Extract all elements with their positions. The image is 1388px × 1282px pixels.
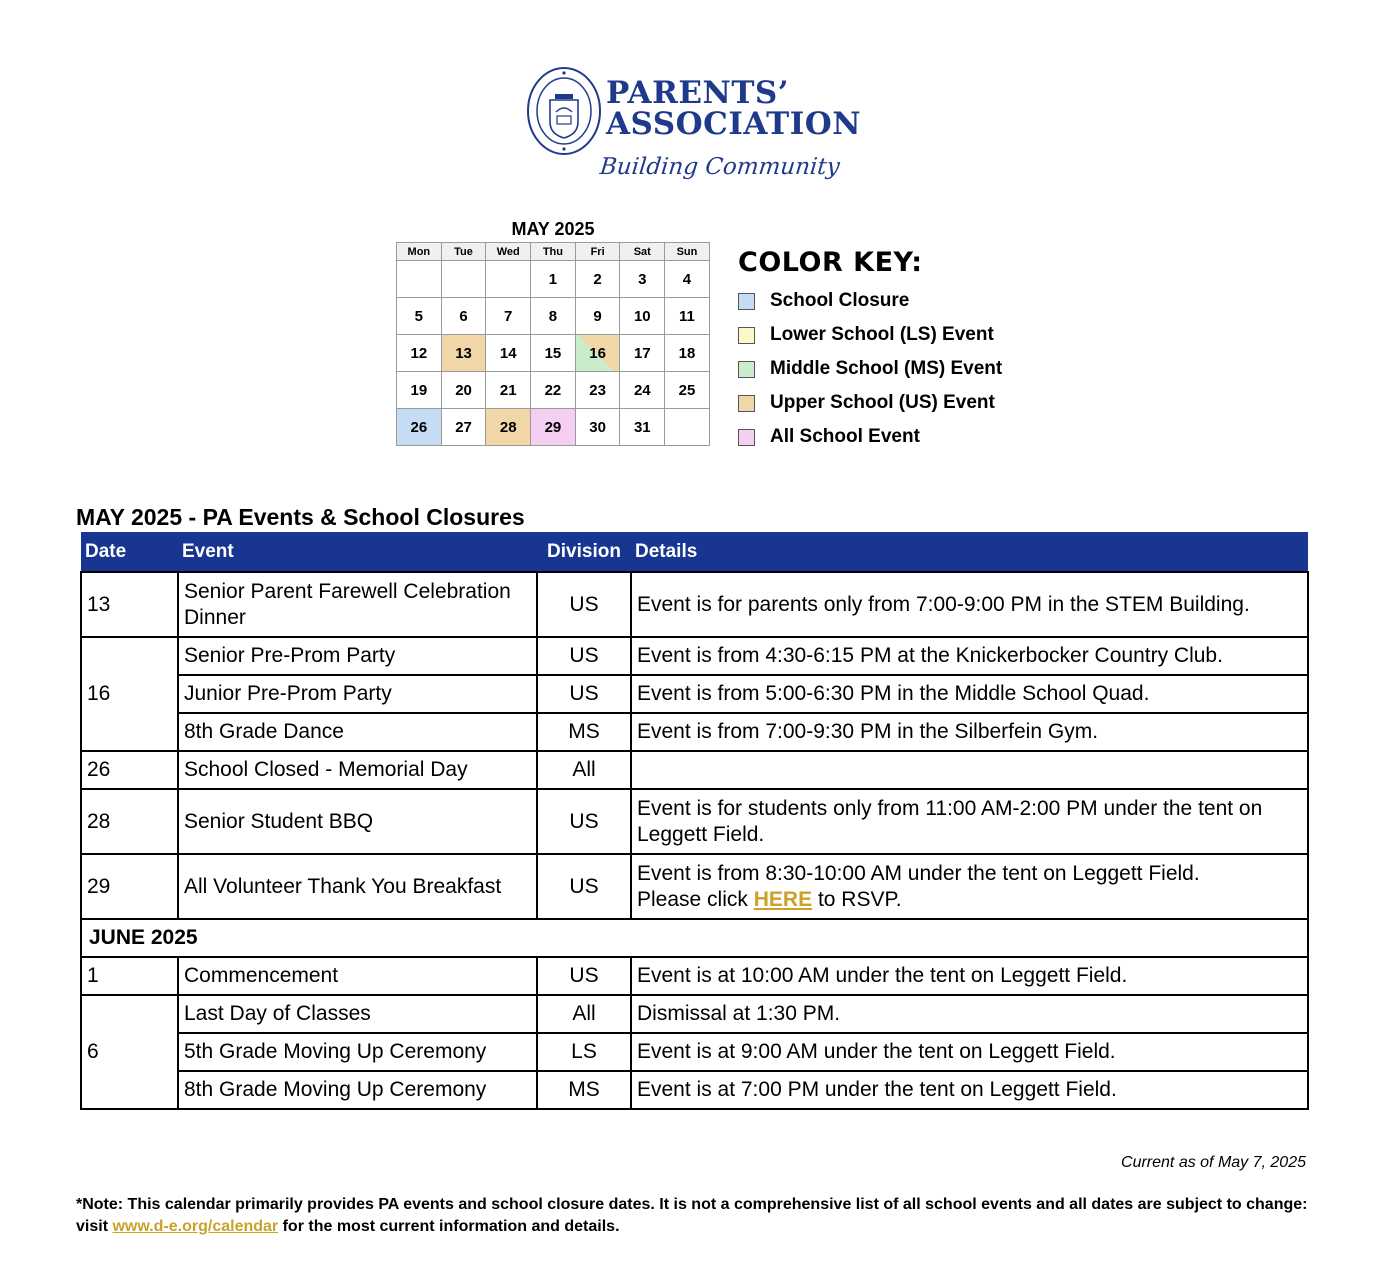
- color-swatch: [738, 361, 755, 378]
- event-details: Event is at 7:00 PM under the tent on Leggett Field.: [631, 1071, 1308, 1109]
- color-swatch: [738, 327, 755, 344]
- event-name: 8th Grade Moving Up Ceremony: [178, 1071, 537, 1109]
- event-division: MS: [537, 713, 631, 751]
- weekday-header: Tue: [441, 243, 486, 261]
- event-details: Event is at 9:00 AM under the tent on Leggett Field.: [631, 1033, 1308, 1071]
- event-name: School Closed - Memorial Day: [178, 751, 537, 789]
- calendar-day: 9: [575, 298, 620, 335]
- footnote-text: for the most current information and details.: [282, 1218, 620, 1235]
- calendar-day: 17: [620, 335, 665, 372]
- color-key-item: [738, 318, 1002, 352]
- june-month-label: JUNE 2025: [81, 919, 1308, 957]
- events-section-title: MAY 2025 - PA Events & School Closures: [76, 504, 525, 530]
- event-date: 26: [81, 751, 178, 789]
- event-division: All: [537, 995, 631, 1033]
- calendar-day: 3: [620, 261, 665, 298]
- event-name: Last Day of Classes: [178, 995, 537, 1033]
- event-details: Event is from 4:30-6:15 PM at the Knickerbocker Country Club.: [631, 637, 1308, 675]
- event-details: Event is from 5:00-6:30 PM in the Middle School Quad.: [631, 675, 1308, 713]
- footnote-text: *Note: This calendar primarily provides PA events and school closure dates. It is not a comprehensive list of all school events and all dates are subject to change: visit: [76, 1196, 1308, 1235]
- table-row: [81, 995, 1308, 1033]
- event-division: US: [537, 957, 631, 995]
- calendar-day-closure: 26: [397, 409, 442, 446]
- color-key-label: Upper School (US) Event: [770, 392, 995, 413]
- calendar-day: 4: [665, 261, 710, 298]
- color-swatch: [738, 395, 755, 412]
- event-details-text: to RSVP.: [817, 887, 902, 911]
- table-row: [81, 957, 1308, 995]
- calendar-day: 30: [575, 409, 620, 446]
- event-details: Event is for students only from 11:00 AM-2:00 PM under the tent on Leggett Field.: [631, 789, 1308, 854]
- event-name: All Volunteer Thank You Breakfast: [178, 854, 537, 919]
- school-seal-logo: [526, 66, 602, 156]
- event-name: Senior Student BBQ: [178, 789, 537, 854]
- event-date: 13: [81, 572, 178, 637]
- color-key-item: [738, 284, 1002, 318]
- mini-calendar-title: MAY 2025: [511, 219, 595, 239]
- table-row: [81, 713, 1308, 751]
- event-name: 5th Grade Moving Up Ceremony: [178, 1033, 537, 1071]
- event-date: 29: [81, 854, 178, 919]
- calendar-day: 12: [397, 335, 442, 372]
- column-header-date: Date: [81, 532, 178, 572]
- last-updated-note: Current as of May 7, 2025: [1121, 1154, 1306, 1171]
- event-name: 8th Grade Dance: [178, 713, 537, 751]
- events-table: [80, 532, 1309, 1110]
- color-key-item: [738, 420, 1002, 454]
- weekday-header: Thu: [531, 243, 576, 261]
- event-details: Event is for parents only from 7:00-9:00 PM in the STEM Building.: [631, 572, 1308, 637]
- table-row: [81, 572, 1308, 637]
- event-details: Event is from 7:00-9:30 PM in the Silberfein Gym.: [631, 713, 1308, 751]
- color-key-label: School Closure: [770, 290, 910, 311]
- event-division: US: [537, 637, 631, 675]
- color-key-label: Lower School (LS) Event: [770, 324, 994, 345]
- calendar-day: 19: [397, 372, 442, 409]
- table-row: [81, 854, 1308, 919]
- calendar-day: 21: [486, 372, 531, 409]
- table-row: [81, 789, 1308, 854]
- event-division: US: [537, 854, 631, 919]
- event-name: Senior Parent Farewell Celebration Dinner: [178, 572, 537, 637]
- event-division: MS: [537, 1071, 631, 1109]
- calendar-day: 2: [575, 261, 620, 298]
- rsvp-link[interactable]: HERE: [753, 887, 813, 911]
- table-row: [81, 637, 1308, 675]
- weekday-header: Fri: [575, 243, 620, 261]
- mini-calendar: [396, 242, 710, 446]
- calendar-day: 14: [486, 335, 531, 372]
- event-details: [631, 854, 1308, 919]
- event-date: 16: [81, 637, 178, 751]
- event-name: Commencement: [178, 957, 537, 995]
- weekday-header: Wed: [486, 243, 531, 261]
- calendar-day-ms-us-event: 16: [575, 335, 620, 372]
- calendar-day: 27: [441, 409, 486, 446]
- calendar-day: 8: [531, 298, 576, 335]
- weekday-header: Sat: [620, 243, 665, 261]
- calendar-day: [397, 261, 442, 298]
- calendar-day: 11: [665, 298, 710, 335]
- event-details: [631, 751, 1308, 789]
- event-details: Dismissal at 1:30 PM.: [631, 995, 1308, 1033]
- color-key-title: COLOR KEY:: [738, 247, 923, 278]
- color-key-item: [738, 386, 1002, 420]
- color-key-label: All School Event: [770, 426, 920, 447]
- calendar-day: 23: [575, 372, 620, 409]
- calendar-day: [441, 261, 486, 298]
- calendar-day: [486, 261, 531, 298]
- calendar-day-us-event: 28: [486, 409, 531, 446]
- event-details: Event is at 10:00 AM under the tent on Leggett Field.: [631, 957, 1308, 995]
- calendar-website-link[interactable]: www.d-e.org/calendar: [112, 1218, 279, 1235]
- calendar-day: 1: [531, 261, 576, 298]
- table-row: [81, 751, 1308, 789]
- calendar-day: 25: [665, 372, 710, 409]
- footnote: [76, 1194, 1312, 1238]
- calendar-day: 10: [620, 298, 665, 335]
- calendar-day-all-school-event: 29: [531, 409, 576, 446]
- tagline: Building Community: [598, 154, 842, 180]
- calendar-day: 6: [441, 298, 486, 335]
- calendar-day: 7: [486, 298, 531, 335]
- color-swatch: [738, 429, 755, 446]
- calendar-day: 18: [665, 335, 710, 372]
- column-header-division: Division: [537, 532, 631, 572]
- calendar-day: 15: [531, 335, 576, 372]
- calendar-day: 20: [441, 372, 486, 409]
- event-division: LS: [537, 1033, 631, 1071]
- calendar-day: 31: [620, 409, 665, 446]
- calendar-day: [665, 409, 710, 446]
- event-date: 6: [81, 995, 178, 1109]
- table-row: [81, 675, 1308, 713]
- org-name-line1: PARENTS’: [606, 75, 790, 111]
- event-division: All: [537, 751, 631, 789]
- event-date: 1: [81, 957, 178, 995]
- color-swatch: [738, 293, 755, 310]
- event-division: US: [537, 789, 631, 854]
- color-key-item: [738, 352, 1002, 386]
- event-division: US: [537, 675, 631, 713]
- calendar-day-us-event: 13: [441, 335, 486, 372]
- weekday-header: Mon: [397, 243, 442, 261]
- table-row: [81, 1033, 1308, 1071]
- event-details-text: Event is from 8:30-10:00 AM under the tent on Leggett Field.: [637, 861, 1200, 885]
- event-details-text: Please click: [637, 887, 748, 911]
- color-key-label: Middle School (MS) Event: [770, 358, 1003, 379]
- table-row: [81, 1071, 1308, 1109]
- event-name: Junior Pre-Prom Party: [178, 675, 537, 713]
- event-division: US: [537, 572, 631, 637]
- weekday-header: Sun: [665, 243, 710, 261]
- color-key-list: [738, 284, 1002, 454]
- event-date: 28: [81, 789, 178, 854]
- column-header-event: Event: [178, 532, 537, 572]
- calendar-day: 5: [397, 298, 442, 335]
- column-header-details: Details: [631, 532, 1308, 572]
- org-name-line2: ASSOCIATION: [606, 106, 862, 142]
- calendar-day: 24: [620, 372, 665, 409]
- month-separator-row: [81, 919, 1308, 957]
- event-name: Senior Pre-Prom Party: [178, 637, 537, 675]
- org-title: [606, 75, 862, 142]
- calendar-day: 22: [531, 372, 576, 409]
